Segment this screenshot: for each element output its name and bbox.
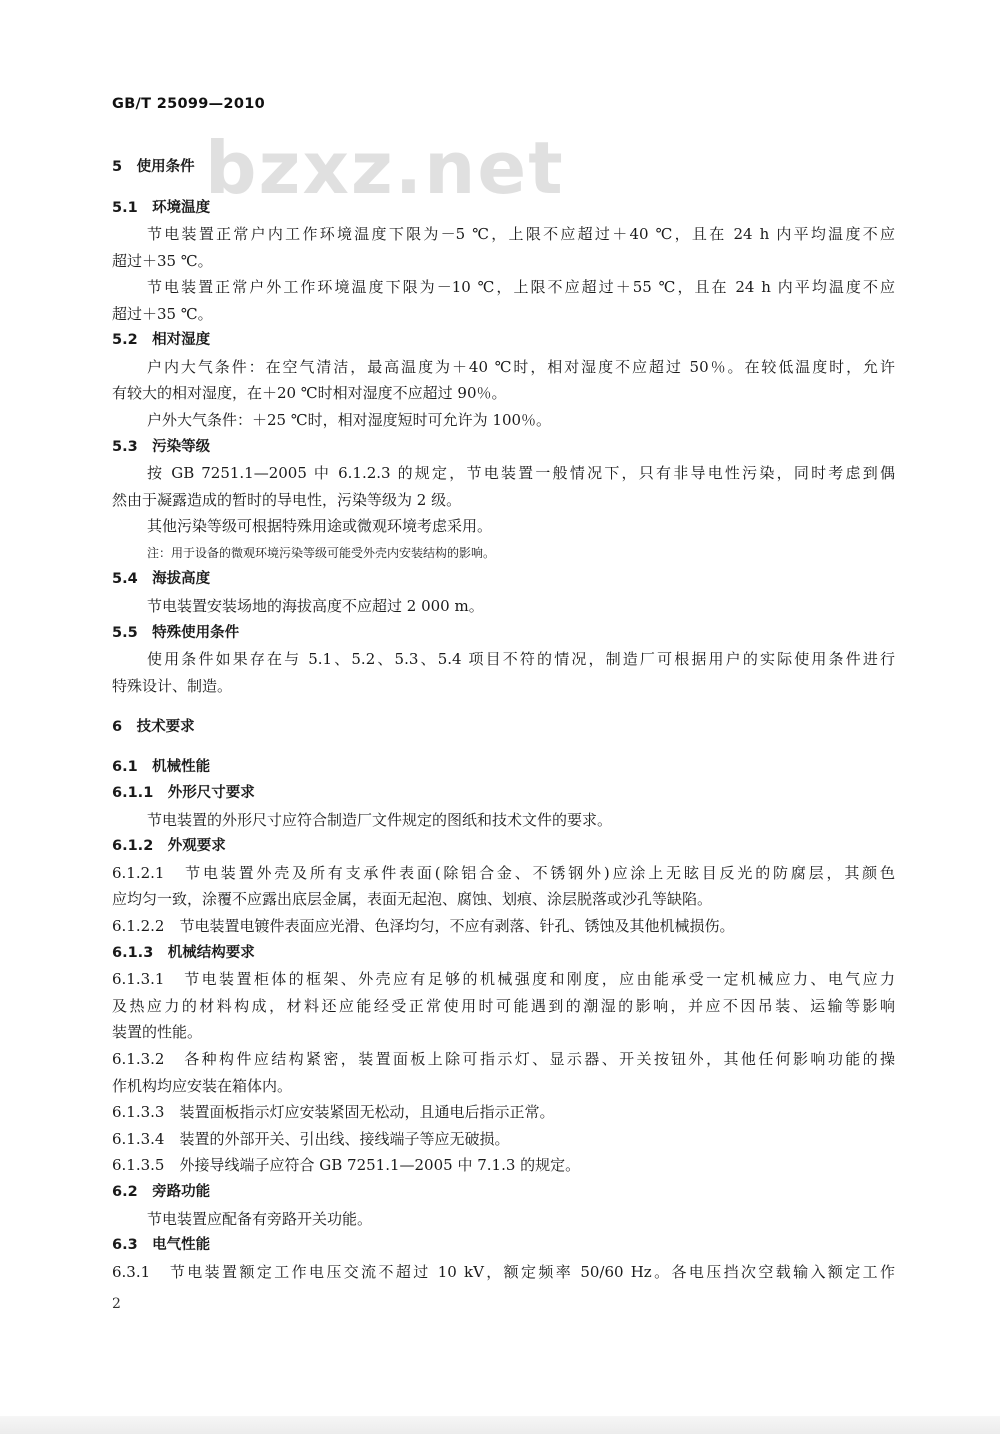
paragraph-line: 使用条件如果存在与 5.1、5.2、5.3、5.4 项目不符的情况，制造厂可根据用户的实际使用条件进行: [147, 650, 895, 668]
paragraph-line: 6.3.1 节电装置额定工作电压交流不超过 10 kV，额定频率 50/60 Hz。各电压挡次空载输入额定工作: [112, 1263, 895, 1281]
subsection-heading: 5.3 污染等级: [112, 439, 211, 455]
paragraph-line: 6.1.2.2 节电装置电镀件表面应光滑、色泽均匀，不应有剥落、针孔、锈蚀及其他机械损伤。: [112, 917, 735, 935]
subsection-heading: 6.1.1 外形尺寸要求: [112, 785, 255, 801]
paragraph-line: 装置的性能。: [112, 1023, 203, 1041]
paragraph-line: 6.1.2.1 节电装置外壳及所有支承件表面(除铝合金、不锈钢外)应涂上无眩目反光的防腐层，其颜色: [112, 864, 895, 882]
paragraph-line: 6.1.3.4 装置的外部开关、引出线、接线端子等应无破损。: [112, 1130, 510, 1148]
paragraph-line: 节电装置安装场地的海拔高度不应超过 2 000 m。: [147, 597, 484, 615]
paragraph-line: 其他污染等级可根据特殊用途或微观环境考虑采用。: [147, 517, 493, 535]
paragraph-line: 应均匀一致，涂覆不应露出底层金属，表面无起泡、腐蚀、划痕、涂层脱落或沙孔等缺陷。: [112, 890, 713, 908]
note-line: 注：用于设备的微观环境污染等级可能受外壳内安装结构的影响。: [147, 546, 496, 560]
paragraph-line: 6.1.3.1 节电装置柜体的框架、外壳应有足够的机械强度和刚度，应由能承受一定机械应力、电气应力: [112, 970, 895, 988]
subsection-heading: 5.4 海拔高度: [112, 571, 211, 587]
paragraph-line: 及热应力的材料构成，材料还应能经受正常使用时可能遇到的潮湿的影响，并应不因吊装、运输等影响: [112, 997, 895, 1015]
paragraph-line: 超过＋35 ℃。: [112, 252, 213, 270]
paragraph-line: 节电装置的外形尺寸应符合制造厂文件规定的图纸和技术文件的要求。: [147, 811, 613, 829]
paragraph-line: 有较大的相对湿度，在＋20 ℃时相对湿度不应超过 90％。: [112, 384, 507, 402]
paragraph-line: 6.1.3.3 装置面板指示灯应安装紧固无松动，且通电后指示正常。: [112, 1103, 555, 1121]
paragraph-line: 节电装置正常户内工作环境温度下限为－5 ℃，上限不应超过＋40 ℃，且在 24 h 内平均温度不应: [147, 225, 895, 243]
subsection-heading: 6.1.3 机械结构要求: [112, 945, 255, 961]
paragraph-line: 户内大气条件：在空气清洁，最高温度为＋40 ℃时，相对湿度不应超过 50％。在较低温度时，允许: [147, 358, 895, 376]
document-code: GB/T 25099—2010: [112, 96, 265, 112]
section-heading: 6 技术要求: [112, 719, 195, 735]
paragraph-line: 作机构均应安装在箱体内。: [112, 1077, 293, 1095]
paragraph-line: 6.1.3.5 外接导线端子应符合 GB 7251.1—2005 中 7.1.3 的规定。: [112, 1156, 581, 1174]
paragraph-line: 特殊设计、制造。: [112, 677, 233, 695]
subsection-heading: 6.3 电气性能: [112, 1237, 211, 1253]
paragraph-line: 节电装置正常户外工作环境温度下限为－10 ℃，上限不应超过＋55 ℃，且在 24 h 内平均温度不应: [147, 278, 895, 296]
subsection-heading: 5.1 环境温度: [112, 200, 211, 216]
paragraph-line: 6.1.3.2 各种构件应结构紧密，装置面板上除可指示灯、显示器、开关按钮外，其他任何影响功能的操: [112, 1050, 895, 1068]
section-heading: 5 使用条件: [112, 159, 195, 175]
paragraph-line: 然由于凝露造成的暂时的导电性，污染等级为 2 级。: [112, 491, 462, 509]
paragraph-line: 节电装置应配备有旁路开关功能。: [147, 1210, 373, 1228]
page-bottom-edge: [0, 1416, 1000, 1434]
watermark: bzxz.net: [205, 126, 565, 210]
subsection-heading: 6.2 旁路功能: [112, 1184, 211, 1200]
paragraph-line: 户外大气条件：＋25 ℃时，相对湿度短时可允许为 100％。: [147, 411, 552, 429]
subsection-heading: 5.2 相对湿度: [112, 332, 211, 348]
subsection-heading: 6.1.2 外观要求: [112, 838, 226, 854]
page-number: 2: [112, 1296, 121, 1312]
subsection-heading: 5.5 特殊使用条件: [112, 625, 240, 641]
paragraph-line: 超过＋35 ℃。: [112, 305, 213, 323]
subsection-heading: 6.1 机械性能: [112, 759, 211, 775]
paragraph-line: 按 GB 7251.1—2005 中 6.1.2.3 的规定，节电装置一般情况下，只有非导电性污染，同时考虑到偶: [147, 464, 895, 482]
